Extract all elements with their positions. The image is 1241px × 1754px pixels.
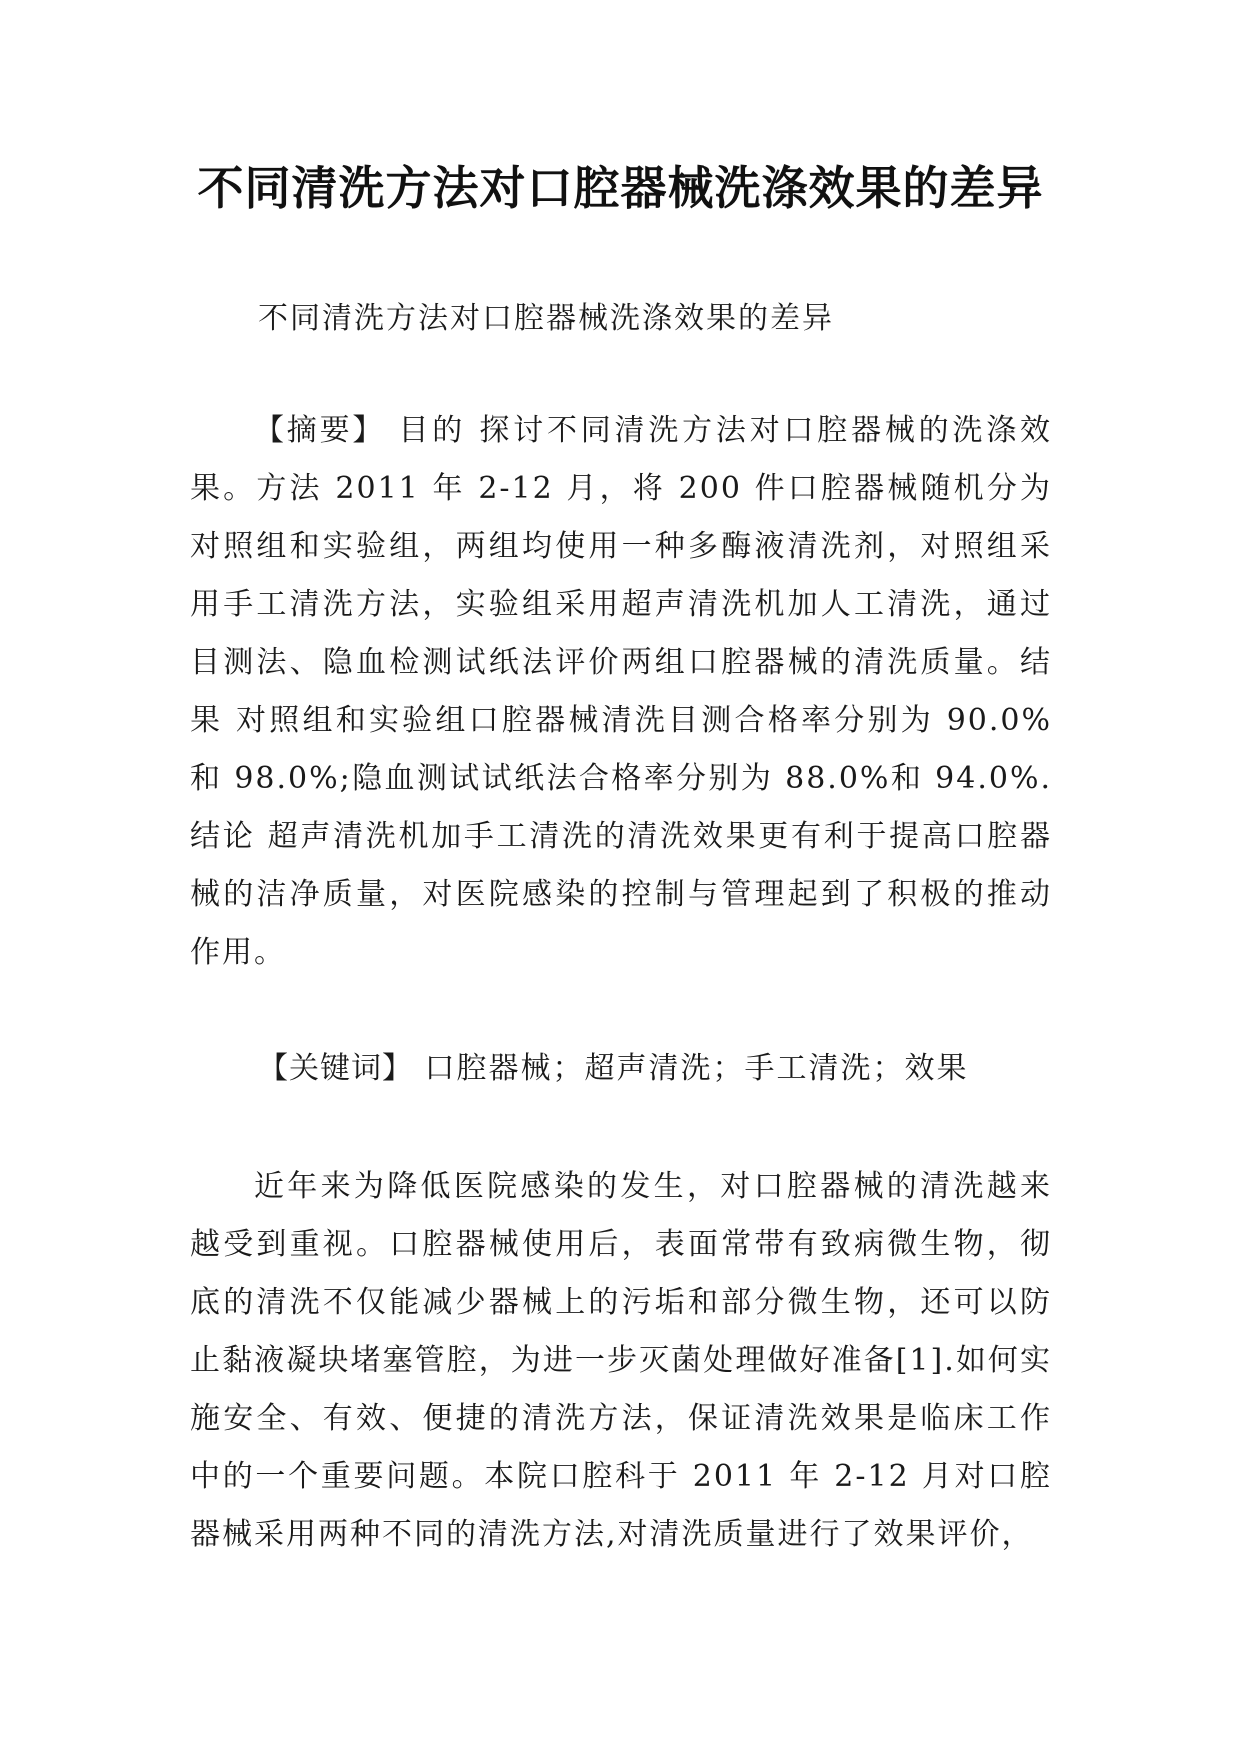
document-title: 不同清洗方法对口腔器械洗涤效果的差异: [197, 161, 1044, 215]
keywords-paragraph: [258, 1040, 1118, 1098]
keywords-label: 【关键词】: [258, 1051, 413, 1086]
document-subtitle: 不同清洗方法对口腔器械洗涤效果的差异: [258, 301, 834, 336]
intro-paragraph: 近年来为降低医院感染的发生，对口腔器械的清洗越来越受到重视。口腔器械使用后，表面常带有致病微生物，彻底的清洗不仅能减少器械上的污垢和部分微生物，还可以防止黏液凝块堵塞管腔，为进一步灭菌处理做好准备[1].如何实施安全、有效、便捷的清洗方法，保证清洗效果是临床工作中的一个重要问题。本院口腔科于 2011 年 2-12 月对口腔器械采用两种不同的清洗方法,对清洗质量进行了效果评价，: [190, 1169, 1052, 1552]
abstract-label: 【摘要】: [254, 413, 386, 448]
abstract-paragraph: [190, 402, 1052, 982]
keywords-text: 口腔器械；超声清洗；手工清洗；效果: [413, 1051, 969, 1086]
abstract-text: 目的 探讨不同清洗方法对口腔器械的洗涤效果。方法 2011 年 2-12 月，将 200 件口腔器械随机分为对照组和实验组，两组均使用一种多酶液清洗剂，对照组采用手工清洗方法，实验组采用超声清洗机加人工清洗，通过目测法、隐血检测试纸法评价两组口腔器械的清洗质量。结果 对照组和实验组口腔器械清洗目测合格率分别为 90.0%和 98.0%;隐血测试试纸法合格率分别为 88.0%和 94.0%.结论 超声清洗机加手工清洗的清洗效果更有利于提高口腔器械的洁净质量，对医院感染的控制与管理起到了积极的推动作用。: [190, 413, 1052, 970]
